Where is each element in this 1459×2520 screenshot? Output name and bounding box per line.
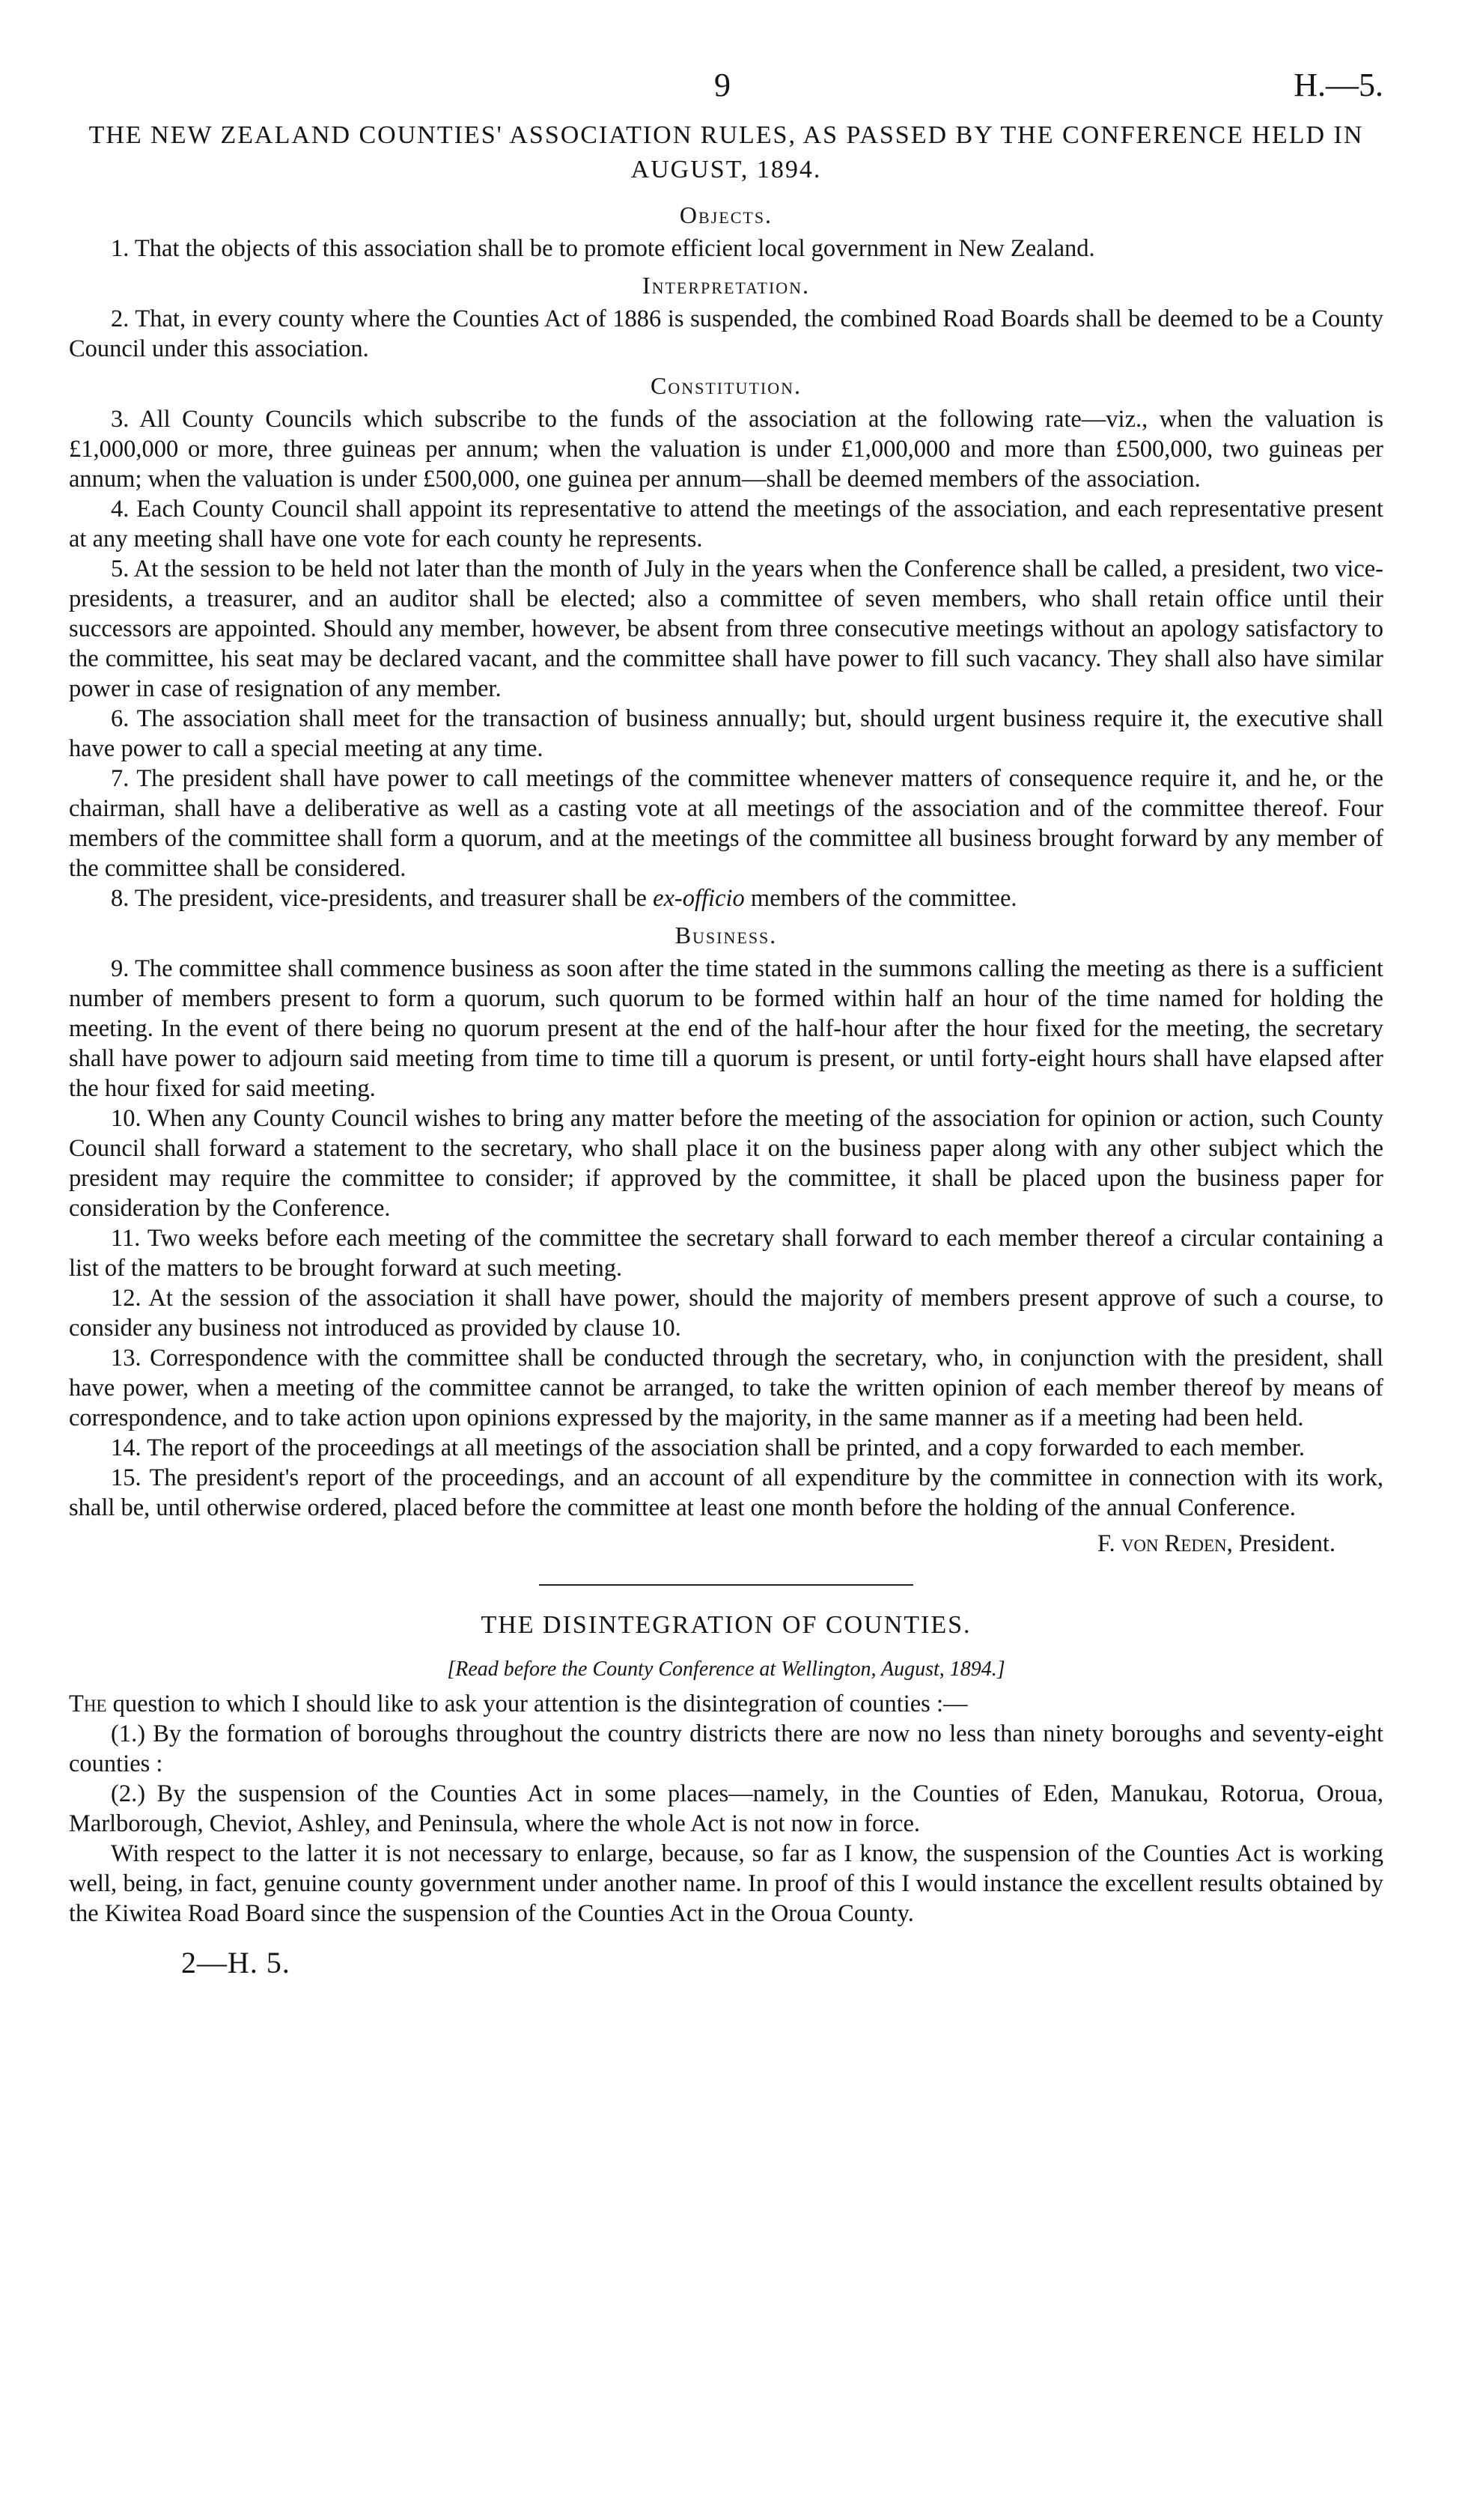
rule-7: 7. The president shall have power to call meetings of the committee whenever matters of consequence require it, and he, or the chairman, shall have a deliberative as well as a casting vote at all meetings of the association and of the committee thereof. Four members of the committee shall form a quorum, and at the meetings of the committee all business brought forward by any member of the committee shall be considered. [69, 765, 1383, 882]
article-paragraph-1 [69, 1689, 1383, 1719]
rule-10: 10. When any County Council wishes to bring any matter before the meeting of the association for opinion or action, such County Council shall forward a statement to the secretary, who shall place it on the business paper along with any other subject which the president may require the committee to consider; if approved by the committee, it shall be placed upon the business paper for consideration by the Conference. [69, 1105, 1383, 1222]
signature-initial: F. [1097, 1530, 1121, 1557]
article-lead-word: The [69, 1690, 107, 1717]
article-paragraph-4: With respect to the latter it is not necessary to enlarge, because, so far as I know, the suspension of the Counties Act is working well, being, in fact, genuine county government under another name. In proof of this I would instance the excellent results obtained by the Kiwitea Road Board since the suspension of the Counties Act in the Oroua County. [69, 1840, 1383, 1927]
article-paragraph-3: (2.) By the suspension of the Counties Act in some places—namely, in the Counties of Eden, Manukau, Rotorua, Oroua, Marlborough, Cheviot, Ashley, and Peninsula, where the whole Act is not now in force. [69, 1780, 1383, 1837]
president-signature [69, 1529, 1335, 1559]
page-number: 9 [714, 67, 731, 103]
signature-name: von Reden [1121, 1530, 1227, 1557]
rule-9: 9. The committee shall commence business as soon after the time stated in the summons calling the meeting as there is a sufficient number of members present to form a quorum, such quorum to be formed within half an hour of the time named for holding the meeting. In the event of there being no quorum present at the end of the half-hour after the hour fixed for the meeting, the secretary shall have power to adjourn said meeting from time to time till a quorum is present, or until forty-eight hours shall have elapsed after the hour fixed for said meeting. [69, 955, 1383, 1102]
rule-8 [69, 883, 1383, 913]
section-heading-interpretation: Interpretation. [642, 272, 811, 299]
rule-8-text-b: members of the committee. [744, 885, 1017, 912]
rule-4: 4. Each County Council shall appoint its representative to attend the meetings of the association, and each representative present at any meeting shall have one vote for each county he represents. [69, 496, 1383, 553]
article-paragraph-1-text: question to which I should like to ask your attention is the disintegration of counties :— [106, 1690, 968, 1717]
rule-15: 15. The president's report of the proceedings, and an account of all expenditure by the committee in connection with its work, shall be, until otherwise ordered, placed before the committee at least one month before the holding of the annual Conference. [69, 1464, 1383, 1521]
document-page [69, 66, 1383, 1980]
rule-2: 2. That, in every county where the Counties Act of 1886 is suspended, the combined Road Boards shall be deemed to be a County Council under this association. [69, 305, 1383, 362]
section-heading-business: Business. [674, 922, 778, 949]
signature-suffix: , President. [1226, 1530, 1335, 1557]
rule-6: 6. The association shall meet for the transaction of business annually; but, should urgent business require it, the executive shall have power to call a special meeting at any time. [69, 705, 1383, 762]
rule-1: 1. That the objects of this association shall be to promote efficient local government in New Zealand. [111, 235, 1095, 262]
rule-13: 13. Correspondence with the committee shall be conducted through the secretary, who, in conjunction with the president, shall have power, when a meeting of the committee cannot be arranged, to take the written opinion of each member thereof by means of correspondence, and to take action upon opinions expressed by the majority, in the same manner as if a meeting had been held. [69, 1345, 1383, 1431]
section-divider [539, 1584, 913, 1586]
rule-8-text-a: 8. The president, vice-presidents, and treasurer shall be [111, 885, 654, 912]
section-heading-objects: Objects. [679, 201, 773, 228]
section-heading-constitution: Constitution. [651, 372, 802, 399]
article-title: THE DISINTEGRATION OF COUNTIES. [481, 1611, 972, 1639]
article-paragraph-2: (1.) By the formation of boroughs throughout the country districts there are now no less than ninety boroughs and seventy-eight counties : [69, 1720, 1383, 1777]
rule-11: 11. Two weeks before each meeting of the committee the secretary shall forward to each member thereof a circular containing a list of the matters to be brought forward at such meeting. [69, 1225, 1383, 1282]
rule-5: 5. At the session to be held not later than the month of July in the years when the Conference shall be called, a president, two vice-presidents, a treasurer, and an auditor shall be elected; also a committee of seven members, who shall retain office until their successors are appointed. Should any member, however, be absent from three consecutive meetings without an apology satisfactory to the committee, his seat may be declared vacant, and the committee shall have power to fill such vacancy. They shall also have similar power in case of resignation of any member. [69, 556, 1383, 702]
rule-3: 3. All County Councils which subscribe to the funds of the association at the following rate—viz., when the valuation is £1,000,000 or more, three guineas per annum; when the valuation is under £1,000,000 and more than £500,000, two guineas per annum; when the valuation is under £500,000, one guinea per annum—shall be deemed members of the association. [69, 406, 1383, 493]
rules-title: THE NEW ZEALAND COUNTIES' ASSOCIATION RULES, AS PASSED BY THE CONFERENCE HELD IN AUGUST, 1894. [88, 121, 1364, 183]
rule-8-emphasis: ex-officio [653, 885, 745, 912]
rule-12: 12. At the session of the association it shall have power, should the majority of members present approve of such a course, to consider any business not introduced as provided by clause 10. [69, 1285, 1383, 1342]
article-subtitle: [Read before the County Conference at Wellington, August, 1894.] [447, 1658, 1005, 1681]
document-reference: H.—5. [1294, 67, 1383, 103]
rule-14: 14. The report of the proceedings at all meetings of the association shall be printed, and a copy forwarded to each member. [111, 1434, 1305, 1461]
signature-mark: 2—H. 5. [181, 1946, 290, 1979]
page-header [69, 66, 1383, 118]
